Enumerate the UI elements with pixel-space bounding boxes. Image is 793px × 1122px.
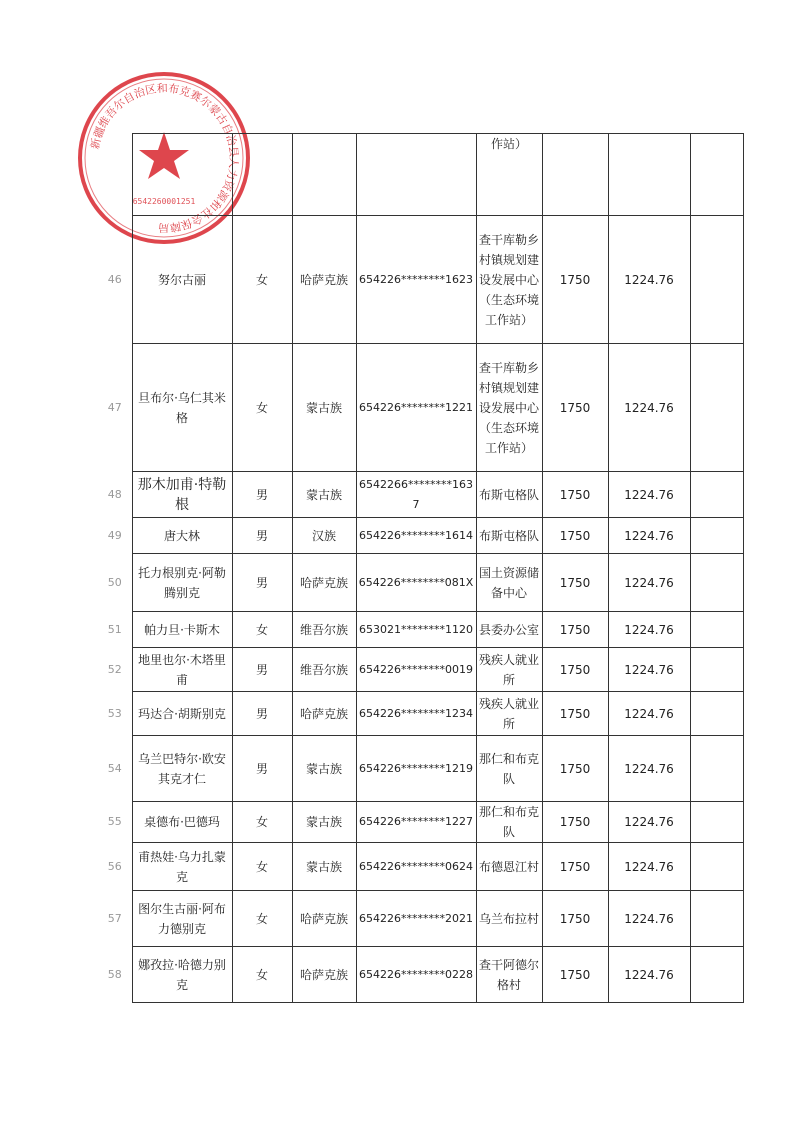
- id-cell: 654226********2021: [356, 891, 476, 947]
- row-number: 50: [98, 554, 132, 612]
- extra-cell: [690, 518, 743, 554]
- gender-cell: 男: [232, 648, 292, 692]
- ethnicity-cell: 哈萨克族: [292, 692, 356, 736]
- ethnicity-cell: 哈萨克族: [292, 216, 356, 344]
- id-cell: 654226********0624: [356, 843, 476, 891]
- table-row: [98, 518, 743, 554]
- amount-b-cell: 1224.76: [608, 518, 690, 554]
- extra-cell: [690, 802, 743, 843]
- amount-b-cell: 1224.76: [608, 344, 690, 472]
- table-row: [98, 134, 743, 216]
- row-number: 47: [98, 344, 132, 472]
- id-cell: 654226********0019: [356, 648, 476, 692]
- amount-a-cell: 1750: [542, 891, 608, 947]
- unit-cell: 布斯屯格队: [476, 518, 542, 554]
- amount-b-cell: 1224.76: [608, 554, 690, 612]
- name-cell: 帕力旦·卡斯木: [132, 612, 232, 648]
- gender-cell: 男: [232, 554, 292, 612]
- amount-a-cell: 1750: [542, 344, 608, 472]
- gender-cell: 男: [232, 472, 292, 518]
- gender-cell: 男: [232, 736, 292, 802]
- amount-a-cell: 1750: [542, 843, 608, 891]
- row-number: 49: [98, 518, 132, 554]
- row-number: 51: [98, 612, 132, 648]
- extra-cell: [690, 344, 743, 472]
- amount-b-cell: 1224.76: [608, 648, 690, 692]
- amount-a-cell: 1750: [542, 692, 608, 736]
- unit-cell: 乌兰布拉村: [476, 891, 542, 947]
- ethnicity-cell: 维吾尔族: [292, 612, 356, 648]
- gender-cell: 女: [232, 216, 292, 344]
- id-cell: 654226********1234: [356, 692, 476, 736]
- amount-b-cell: 1224.76: [608, 216, 690, 344]
- row-number: [98, 134, 132, 216]
- row-number: 52: [98, 648, 132, 692]
- row-number: 53: [98, 692, 132, 736]
- table-row: [98, 802, 743, 843]
- id-cell: 654226********1623: [356, 216, 476, 344]
- amount-b-cell: 1224.76: [608, 802, 690, 843]
- row-number: 46: [98, 216, 132, 344]
- gender-cell: 女: [232, 344, 292, 472]
- ethnicity-cell: 蒙古族: [292, 843, 356, 891]
- unit-cell: 那仁和布克队: [476, 736, 542, 802]
- amount-a-cell: 1750: [542, 518, 608, 554]
- name-cell: 地里也尔·木塔里甫: [132, 648, 232, 692]
- gender-cell: 女: [232, 802, 292, 843]
- name-cell: 托力根别克·阿勒腾别克: [132, 554, 232, 612]
- extra-cell: [690, 472, 743, 518]
- row-number: 57: [98, 891, 132, 947]
- roster-table: [98, 133, 744, 1003]
- amount-b-cell: 1224.76: [608, 736, 690, 802]
- name-cell: 努尔古丽: [132, 216, 232, 344]
- ethnicity-cell: 汉族: [292, 518, 356, 554]
- unit-cell: 作站）: [476, 134, 542, 216]
- id-cell: 654226********1227: [356, 802, 476, 843]
- extra-cell: [690, 612, 743, 648]
- amount-a-cell: 1750: [542, 472, 608, 518]
- gender-cell: 男: [232, 692, 292, 736]
- ethnicity-cell: [292, 134, 356, 216]
- ethnicity-cell: 哈萨克族: [292, 891, 356, 947]
- id-cell: 654226********0228: [356, 947, 476, 1003]
- id-cell: 654226********1221: [356, 344, 476, 472]
- table-row: [98, 692, 743, 736]
- table-row: [98, 472, 743, 518]
- extra-cell: [690, 843, 743, 891]
- gender-cell: [232, 134, 292, 216]
- name-cell: 旦布尔·乌仁其米格: [132, 344, 232, 472]
- gender-cell: 女: [232, 612, 292, 648]
- gender-cell: 女: [232, 947, 292, 1003]
- unit-cell: 查干库勒乡村镇规划建设发展中心（生态环境工作站）: [476, 216, 542, 344]
- extra-cell: [690, 134, 743, 216]
- gender-cell: 男: [232, 518, 292, 554]
- unit-cell: 那仁和布克队: [476, 802, 542, 843]
- id-cell: 6542266********1637: [356, 472, 476, 518]
- unit-cell: 查干阿德尔格村: [476, 947, 542, 1003]
- table-row: [98, 554, 743, 612]
- table-row: [98, 344, 743, 472]
- ethnicity-cell: 蒙古族: [292, 736, 356, 802]
- id-cell: 654226********1614: [356, 518, 476, 554]
- extra-cell: [690, 947, 743, 1003]
- name-cell: 图尔生古丽·阿布力德别克: [132, 891, 232, 947]
- amount-a-cell: [542, 134, 608, 216]
- gender-cell: 女: [232, 891, 292, 947]
- seal-text: 新疆维吾尔自治区和布克赛尔蒙古自治县人力资源和社会保障局: [88, 81, 241, 235]
- ethnicity-cell: 哈萨克族: [292, 947, 356, 1003]
- amount-b-cell: 1224.76: [608, 843, 690, 891]
- amount-a-cell: 1750: [542, 802, 608, 843]
- table-row: [98, 843, 743, 891]
- table-row: [98, 891, 743, 947]
- amount-b-cell: 1224.76: [608, 692, 690, 736]
- ethnicity-cell: 蒙古族: [292, 344, 356, 472]
- amount-b-cell: 1224.76: [608, 891, 690, 947]
- unit-cell: 布德恩江村: [476, 843, 542, 891]
- table-row: [98, 612, 743, 648]
- ethnicity-cell: 蒙古族: [292, 802, 356, 843]
- unit-cell: 国土资源储备中心: [476, 554, 542, 612]
- id-cell: 654226********081X: [356, 554, 476, 612]
- amount-a-cell: 1750: [542, 612, 608, 648]
- id-cell: 653021********1120: [356, 612, 476, 648]
- row-number: 54: [98, 736, 132, 802]
- amount-b-cell: 1224.76: [608, 472, 690, 518]
- name-cell: 玛达合·胡斯别克: [132, 692, 232, 736]
- amount-b-cell: [608, 134, 690, 216]
- id-cell: 654226********1219: [356, 736, 476, 802]
- name-cell: 唐大林: [132, 518, 232, 554]
- gender-cell: 女: [232, 843, 292, 891]
- amount-b-cell: 1224.76: [608, 612, 690, 648]
- name-cell: 乌兰巴特尔·欧安其克才仁: [132, 736, 232, 802]
- amount-b-cell: 1224.76: [608, 947, 690, 1003]
- name-cell: [132, 134, 232, 216]
- row-number: 58: [98, 947, 132, 1003]
- table-row: [98, 736, 743, 802]
- extra-cell: [690, 554, 743, 612]
- unit-cell: 查干库勒乡村镇规划建设发展中心（生态环境工作站）: [476, 344, 542, 472]
- table-row: [98, 947, 743, 1003]
- row-number: 48: [98, 472, 132, 518]
- table-row: [98, 216, 743, 344]
- extra-cell: [690, 736, 743, 802]
- ethnicity-cell: 哈萨克族: [292, 554, 356, 612]
- unit-cell: 布斯屯格队: [476, 472, 542, 518]
- extra-cell: [690, 891, 743, 947]
- extra-cell: [690, 216, 743, 344]
- ethnicity-cell: 蒙古族: [292, 472, 356, 518]
- name-cell: 娜孜拉·哈德力别克: [132, 947, 232, 1003]
- row-number: 55: [98, 802, 132, 843]
- amount-a-cell: 1750: [542, 736, 608, 802]
- name-cell: 那木加甫·特勒根: [132, 472, 232, 518]
- row-number: 56: [98, 843, 132, 891]
- unit-cell: 残疾人就业所: [476, 692, 542, 736]
- name-cell: 甫热娃·乌力扎蒙克: [132, 843, 232, 891]
- seal-code: 6542260001251: [132, 197, 196, 206]
- id-cell: [356, 134, 476, 216]
- amount-a-cell: 1750: [542, 554, 608, 612]
- amount-a-cell: 1750: [542, 648, 608, 692]
- table-row: [98, 648, 743, 692]
- unit-cell: 残疾人就业所: [476, 648, 542, 692]
- extra-cell: [690, 648, 743, 692]
- amount-a-cell: 1750: [542, 216, 608, 344]
- ethnicity-cell: 维吾尔族: [292, 648, 356, 692]
- name-cell: 桌德布·巴德玛: [132, 802, 232, 843]
- unit-cell: 县委办公室: [476, 612, 542, 648]
- extra-cell: [690, 692, 743, 736]
- amount-a-cell: 1750: [542, 947, 608, 1003]
